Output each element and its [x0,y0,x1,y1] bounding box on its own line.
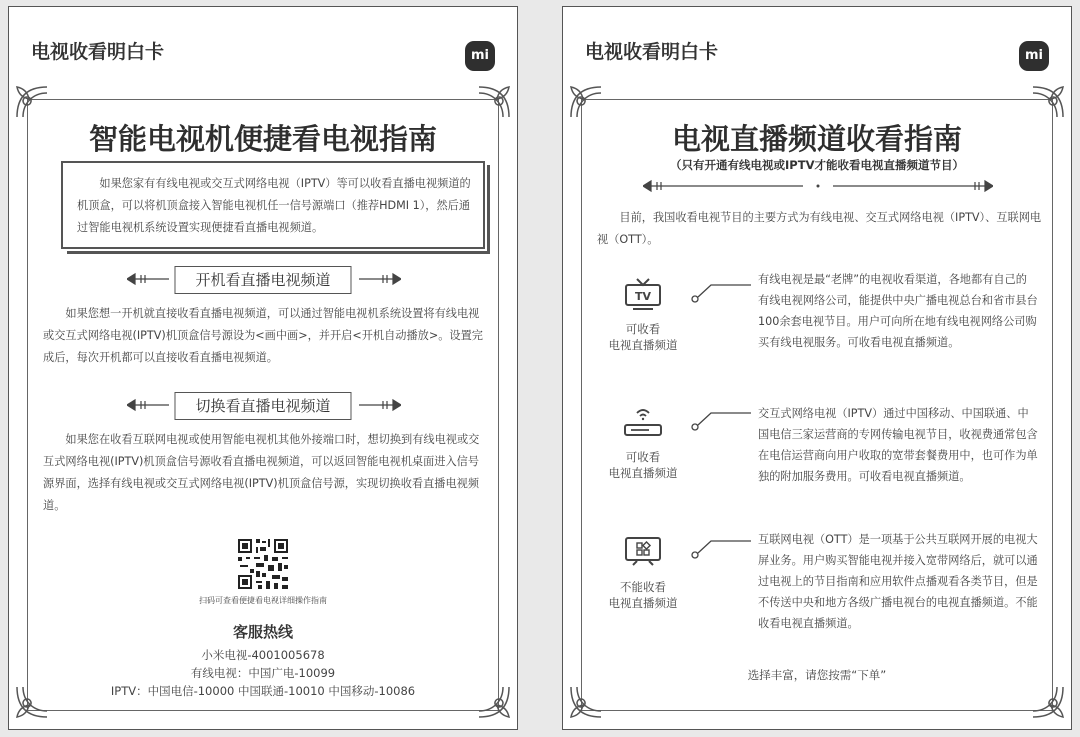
smart-tv-icon [623,535,663,569]
connector-line [691,533,751,563]
qr-code-icon[interactable] [236,537,290,591]
right-brand-title: 电视收看明白卡 [585,41,719,63]
corner-ornament-icon [1029,683,1067,721]
right-subtitle: （只有开通有线电视或IPTV才能收看电视直播频道节目） [670,158,964,172]
connector-line [691,277,751,307]
corner-ornament-icon [13,83,51,121]
mi-logo-icon: mi [465,41,495,71]
right-intro-text: 目前，我国收看电视节目的主要方式为有线电视、交互式网络电视（IPTV）、互联网电视（OTT）。 [597,211,1042,246]
row3-caption-line1: 不能收看 [620,580,666,594]
row3-description: 互联网电视（OTT）是一项基于公共互联网开展的电视大屏业务。用户购买智能电视并接入宽带网络后，就可以通过电视上的节目指南和应用软件点播观看各类节目，但是不传送中央和地方各级广播电视台的电视直播频道。不能收看电视直播频道。 [758,533,1038,630]
row1-description: 有线电视是最“老牌”的电视收看渠道，各地都有自己的有线电视网络公司，能提供中央广播电视总台和省市县台100余套电视节目。用户可向所在地有线电视网络公司购买有线电视服务。可收看电视直播频道。 [758,273,1038,349]
arrow-left-icon [127,272,169,286]
left-intro-text: 如果您家有有线电视或交互式网络电视（IPTV）等可以收看直播电视频道的机顶盒，可以将机顶盒接入智能电视机任一信号源端口（推荐HDMI 1），然后通过智能电视机系统设置实现便捷看直播电视频道。 [77,177,471,234]
row3-icon-block [603,535,683,611]
hotline-line-xiaomi: 小米电视-4001005678 [201,648,325,662]
section2-heading-box: 切换看直播电视频道 [174,392,351,420]
intro-box [61,161,485,249]
left-card [8,6,518,730]
section1-heading-box: 开机看直播电视频道 [174,266,351,294]
corner-ornament-icon [1029,83,1067,121]
left-main-title: 智能电视机便捷看电视指南 [88,122,437,156]
section2-heading [9,392,517,420]
hotline-line-cable: 有线电视：中国广电-10099 [190,666,336,680]
left-brand-title: 电视收看明白卡 [31,41,165,63]
row1-caption-line1: 可收看 [625,322,661,336]
arrow-right-icon [359,398,401,412]
row2-description: 交互式网络电视（IPTV）通过中国移动、中国联通、中国电信三家运营商的专网传输电视节目，收视费通常包含在电信运营商向用户收取的宽带套餐费用中，也可作为单独的附加服务费用。可收看电视直播频道。 [758,407,1038,483]
row1-icon-block [603,277,683,353]
section2-body: 如果您在收看互联网电视或使用智能电视机其他外接端口时，想切换到有线电视或交互式网络电视(IPTV)机顶盒信号源收看直播电视频道，可以返回智能电视机桌面进入信号源界面，选择有线电视或交互式网络电视(IPTV)机顶盒信号源，实现切换收看直播电视频道。 [43,433,480,512]
section1-heading [9,266,517,294]
corner-ornament-icon [567,83,605,121]
corner-ornament-icon [475,83,513,121]
tv-icon-label: TV [634,290,652,303]
row2-caption-line1: 可收看 [625,450,661,464]
hotline-title: 客服热线 [232,623,293,641]
corner-ornament-icon [567,683,605,721]
divider-arrows [643,179,993,193]
connector-line [691,405,751,435]
right-card [562,6,1072,730]
tv-icon [623,277,663,311]
row2-caption-line2: 电视直播频道 [608,466,678,480]
arrow-right-icon [359,272,401,286]
mi-logo-icon: mi [1019,41,1049,71]
router-icon [623,405,663,439]
hotline-line-iptv: IPTV：中国电信-10000 中国联通-10010 中国移动-10086 [110,684,416,698]
row3-caption-line2: 电视直播频道 [608,596,678,610]
section1-body: 如果您想一开机就直接收看直播电视频道，可以通过智能电视机系统设置将有线电视或交互式网络电视(IPTV)机顶盒信号源设为<画中画>，并开启<开机自动播放>。设置完成后，每次开机都可以直接收看直播电视频道。 [43,307,483,364]
qr-caption: 扫码可查看便捷看电视详细操作指南 [199,596,327,605]
right-footer-text: 选择丰富，请您按需“下单” [747,668,887,682]
arrow-left-icon [127,398,169,412]
row2-icon-block [603,405,683,481]
right-main-title: 电视直播频道收看指南 [671,122,962,156]
row1-caption-line2: 电视直播频道 [608,338,678,352]
